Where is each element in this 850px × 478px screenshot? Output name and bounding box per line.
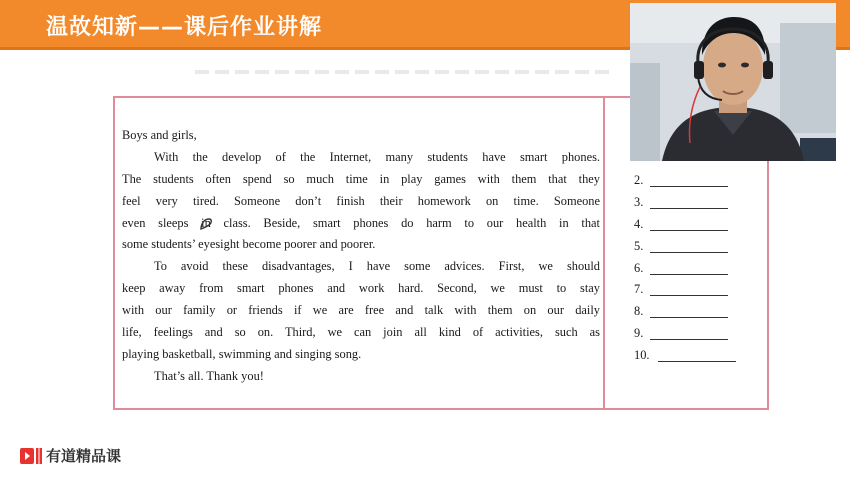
answer-blank <box>650 306 728 318</box>
presenter-video-frame <box>630 3 836 161</box>
answer-item <box>634 279 736 301</box>
answer-number: 5. <box>634 238 644 253</box>
answer-item <box>634 236 736 258</box>
passage-line: Boys and girls, <box>122 128 197 142</box>
answer-item <box>634 301 736 323</box>
passage-line: even sleeps in class. Beside, smart phones do harm to our health in that <box>122 215 600 230</box>
passage-line: life, feelings and so on. Third, we can join all kind of activities, such as <box>122 325 600 340</box>
answer-item <box>634 345 736 367</box>
answer-blank <box>650 284 728 296</box>
passage-line: playing basketball, swimming and singing song. <box>122 346 362 361</box>
passage-line: some students’ eyesight become poorer and poorer. <box>122 237 376 252</box>
answer-blank <box>658 350 736 362</box>
passage-line: The students often spend so much time in play games with them that they <box>122 171 600 186</box>
column-divider <box>603 98 605 408</box>
passage-line: keep away from smart phones and work hard. Second, we must to stay <box>122 281 600 296</box>
answer-item <box>634 192 736 214</box>
answer-item <box>634 170 736 192</box>
brand-logo <box>20 445 121 466</box>
answer-number: 10. <box>634 348 650 363</box>
answer-list <box>634 170 736 367</box>
passage-text <box>122 125 600 388</box>
pen-cursor-icon <box>198 216 214 232</box>
answer-item <box>634 214 736 236</box>
answer-blank <box>650 263 728 275</box>
answer-number: 6. <box>634 260 644 275</box>
answer-blank <box>650 175 728 187</box>
answer-number: 7. <box>634 282 644 297</box>
passage-line: To avoid these disadvantages, I have some advices. First, we should <box>154 259 600 274</box>
passage-line: with our family or friends if we are free and talk with them on our daily <box>122 303 600 318</box>
answer-number: 3. <box>634 194 644 209</box>
brand-name: 有道精品课 <box>46 447 122 465</box>
passage-line: That’s all. Thank you! <box>154 368 264 383</box>
answer-item <box>634 258 736 280</box>
answer-item <box>634 323 736 345</box>
youdao-logo-icon <box>20 447 42 465</box>
answer-number: 8. <box>634 304 644 319</box>
answer-number: 4. <box>634 216 644 231</box>
page-title: 温故知新——课后作业讲解 <box>46 15 323 40</box>
answer-blank <box>650 197 728 209</box>
answer-number: 9. <box>634 326 644 341</box>
answer-blank <box>650 328 728 340</box>
passage-line: With the develop of the Internet, many students have smart phones. <box>154 149 600 164</box>
answer-blank <box>650 241 728 253</box>
answer-blank <box>650 219 728 231</box>
answer-number: 2. <box>634 173 644 187</box>
faint-instruction-line <box>195 70 615 74</box>
webcam-video <box>630 3 836 161</box>
passage-line: feel very tired. Someone don’t finish their homework on time. Someone <box>122 193 600 208</box>
